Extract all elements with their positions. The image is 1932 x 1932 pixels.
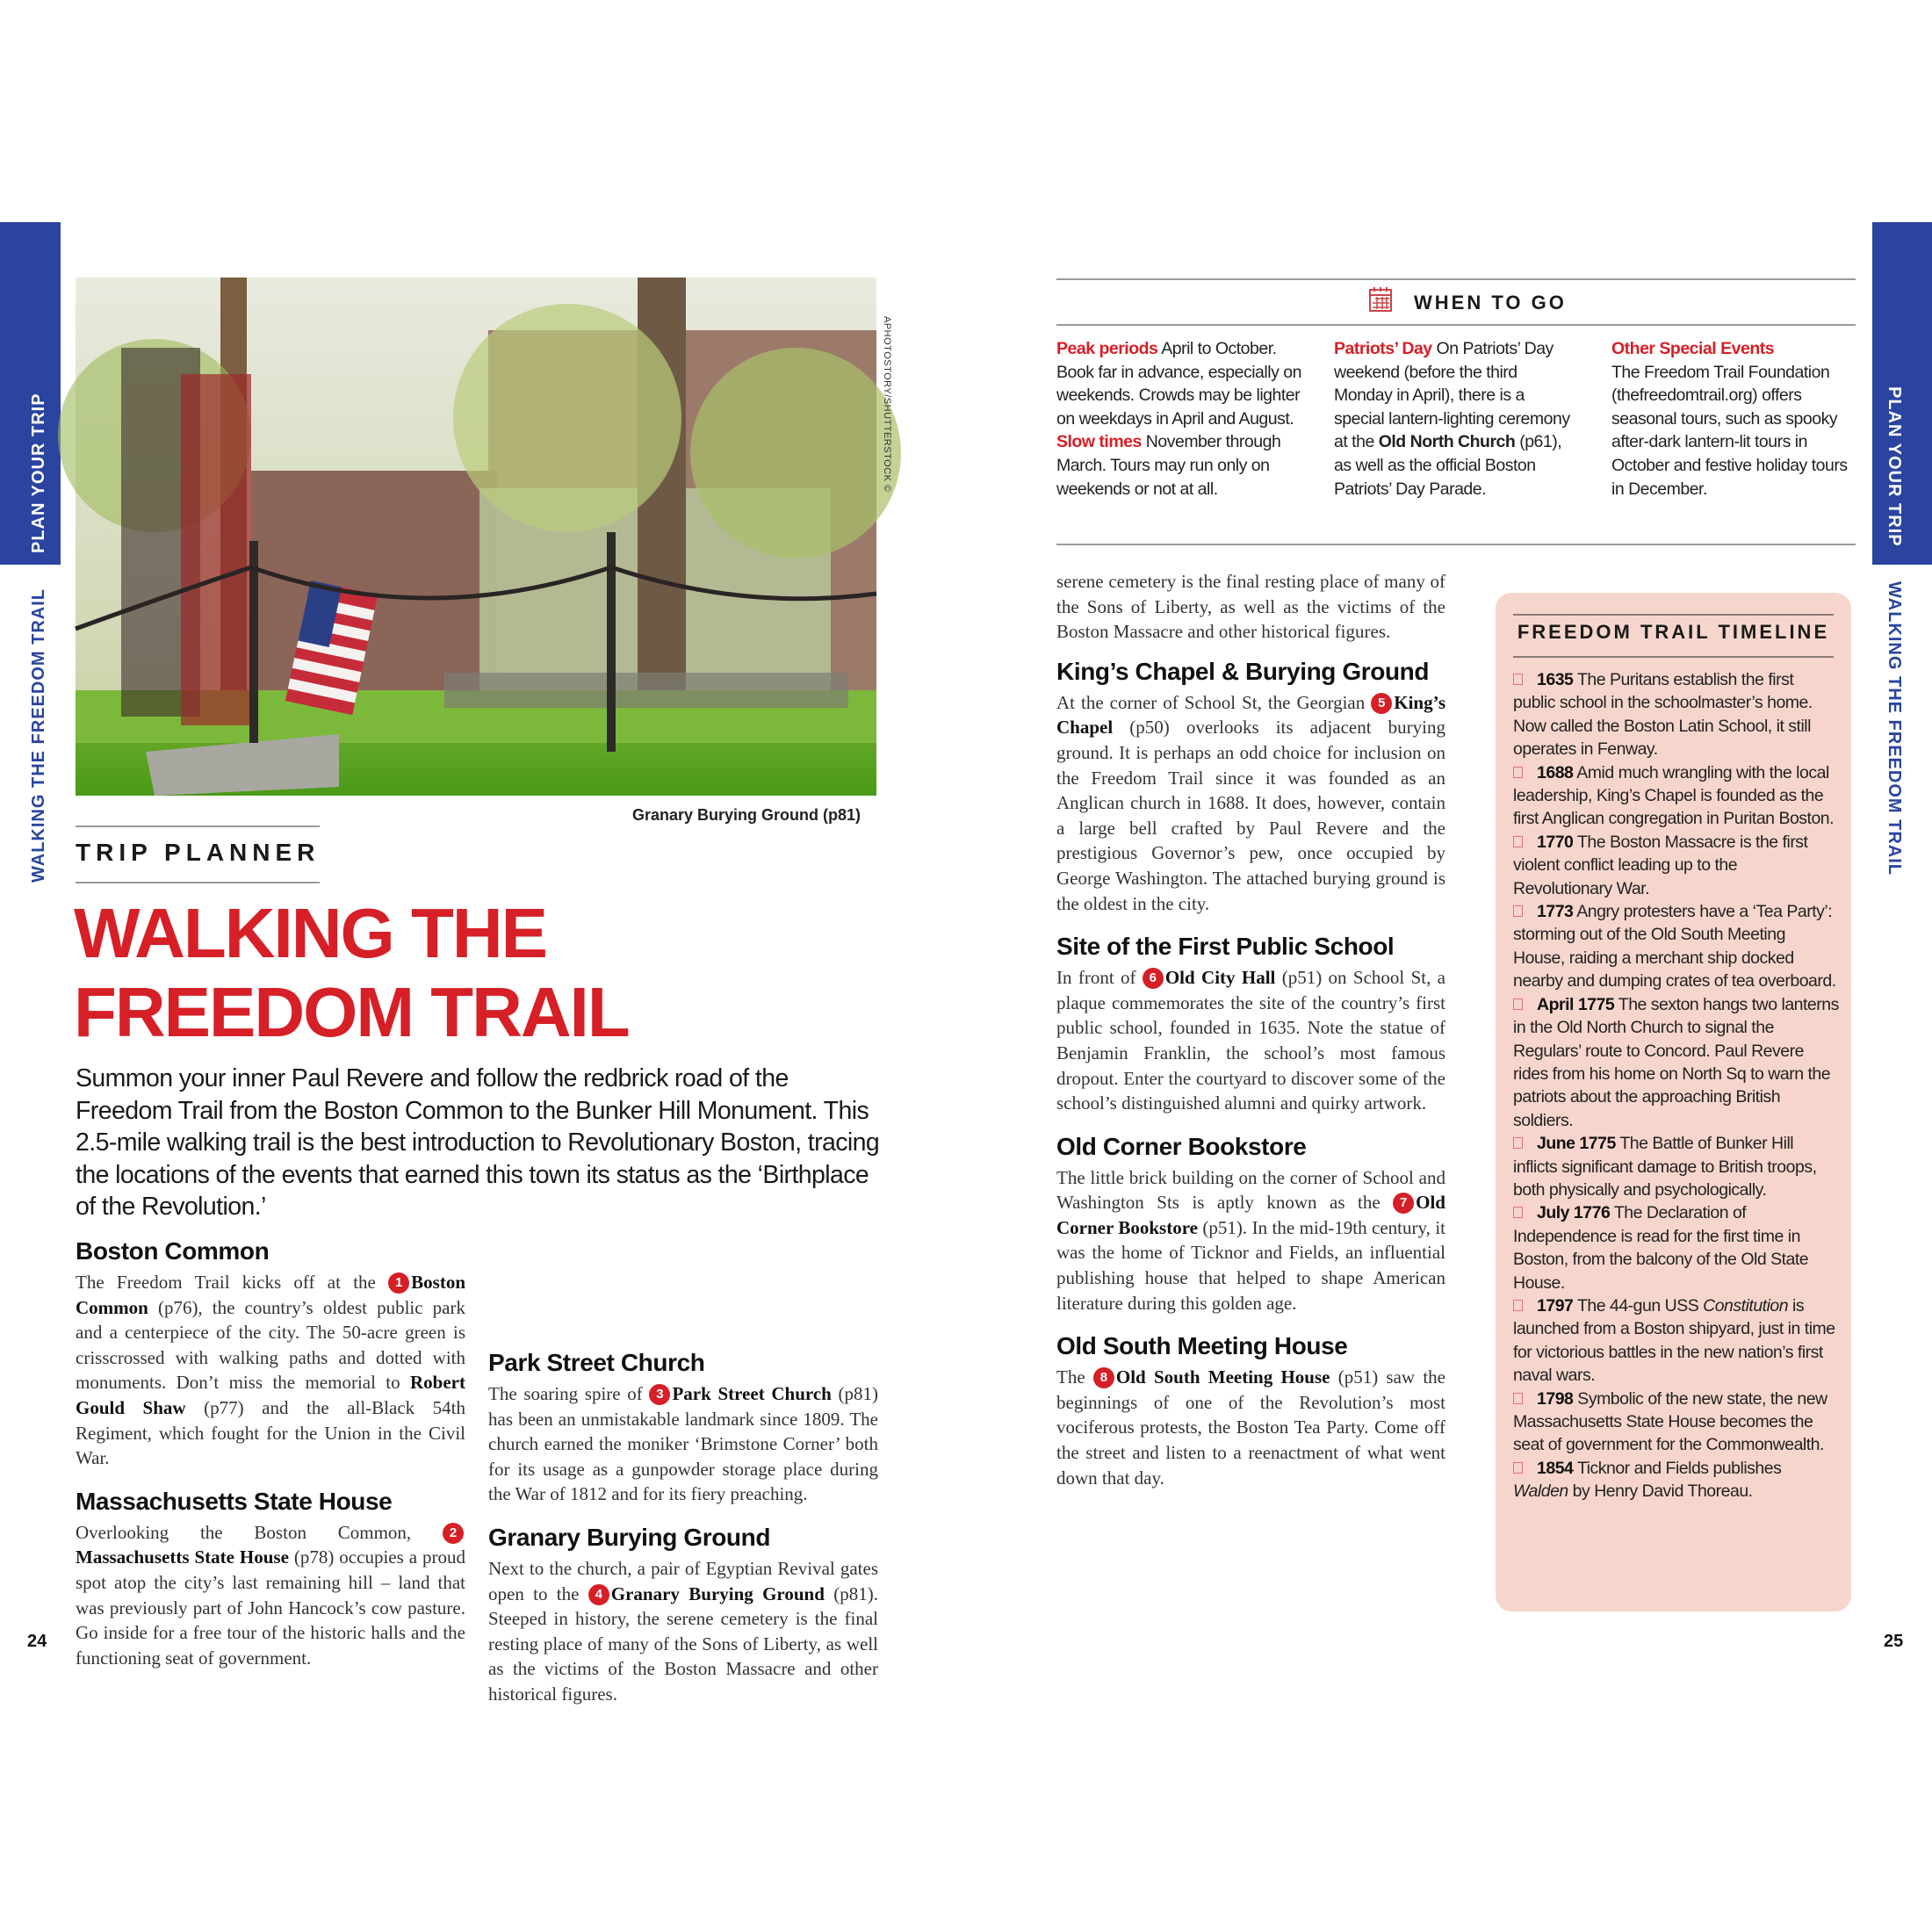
section-body: Overlooking the Boston Common, 2Massachusetts State House (p78) occupies a proud spot atop the city’s last remaining hill – land that was previously part of John Hancock’s cow pasture. Go inside for a free tour of the historic halls and the functioning seat of government.: [76, 1521, 465, 1669]
section-body: The 8 Old South Meeting House (p51) saw the beginnings of one of the Revolution’s most vociferous protests, the Boston Tea Party. Come off the street and listen to a reenactment of what went down that day.: [1056, 1366, 1445, 1489]
map-marker-3: 3: [649, 1384, 670, 1405]
chapter-tab-right-label: WALKING THE FREEDOM TRAIL: [1885, 581, 1904, 876]
timeline-item: June 1775 The Battle of Bunker Hill inflicts significant damage to British troops, both physically and psychologically.: [1513, 1134, 1817, 1200]
section-heading: Boston Common: [76, 1237, 270, 1265]
page-title: [74, 894, 629, 1052]
bullet-box-icon: [1513, 1393, 1523, 1404]
bullet-box-icon: [1513, 836, 1523, 847]
bullet-box-icon: [1513, 1137, 1523, 1149]
section-heading: Old South Meeting House: [1056, 1332, 1348, 1360]
bullet-box-icon: [1513, 767, 1523, 778]
hero-photo: [76, 278, 876, 796]
bullet-box-icon: [1513, 905, 1523, 917]
timeline-item: 1798 Symbolic of the new state, the new Massachusetts State House becomes the seat of government for the Commonwealth.: [1513, 1388, 1827, 1455]
bullet-box-icon: [1513, 998, 1523, 1010]
section-heading: King’s Chapel & Burying Ground: [1056, 657, 1430, 685]
poi-name: Old North Church: [1378, 432, 1516, 452]
poi-name: Boston Common: [76, 1272, 465, 1318]
peak-periods-label: Peak periods: [1056, 339, 1158, 358]
bullet-box-icon: [1513, 1207, 1523, 1218]
divider: [1056, 544, 1856, 545]
section-body: The soaring spire of 3 Park Street Church (p81) has been an unmistakable landmark since 1809. The church earned the moniker ‘Brimstone Corner’ both for its usage as a gunpowder storage place during the War of 1812 and for its fiery preaching.: [488, 1383, 878, 1505]
poi-name: Old South Meeting House: [1115, 1366, 1330, 1388]
patriots-day-label: Patriots’ Day: [1334, 339, 1432, 358]
poi-name: Old Corner Bookstore: [1056, 1192, 1445, 1238]
page-number-right: 25: [1884, 1632, 1904, 1651]
map-marker-7: 7: [1393, 1193, 1414, 1214]
other-events-label: Other Special Events: [1611, 339, 1775, 358]
divider: [1513, 656, 1834, 658]
section-body: At the corner of School St, the Georgian 5 King’s Chapel (p50) overlooks its adjacent burying ground. It is perhaps an odd choice for inclusion on the Freedom Trail since it was founded as an Anglican church in 1688. It does, however, contain a large bell crafted by Paul Revere and the prestigious Governor’s pew, once occupied by George Washington. The attached burying ground is the oldest in the city.: [1056, 691, 1445, 914]
section-heading: Old Corner Bookstore: [1056, 1132, 1307, 1160]
section-body-continued: serene cemetery is the final resting place of many of the Sons of Liberty, as well as the victims of the Boston Massacre and other historical figures.: [1056, 571, 1445, 643]
photo-credit: APHOTOSTORY/SHUTTERSTOCK ©: [882, 316, 892, 493]
map-marker-4: 4: [588, 1584, 609, 1605]
timeline-item: 1797 The 44-gun USS Constitution is launched from a Boston shipyard, just in time for victorious battles in the new nation’s first naval wars.: [1513, 1295, 1835, 1386]
poi-name: King’s Chapel: [1056, 691, 1445, 739]
map-marker-5: 5: [1371, 693, 1392, 714]
page-title-line-1: WALKING THE: [74, 894, 546, 972]
calendar-icon: [1368, 286, 1393, 313]
trip-planner-label: TRIP PLANNER: [76, 839, 321, 866]
intro-paragraph: Summon your inner Paul Revere and follow the redbrick road of the Freedom Trail from the Boston Common to the Bunker Hill Monument. This 2.5-mile walking trail is the best introduction to Revolutionary Boston, tracing the locations of the events that earned this town its status as the ‘Birthplace of the Revolution.’: [76, 1064, 880, 1221]
granary-burying-ground-photo: [76, 278, 876, 796]
section-heading: Park Street Church: [488, 1349, 705, 1376]
timeline-item: 1635 The Puritans establish the first public school in the schoolmaster’s home. Now called the Boston Latin School, it still operates in Fenway.: [1513, 670, 1813, 760]
section-tab-left-label: PLAN YOUR TRIP: [29, 393, 48, 553]
map-marker-6: 6: [1143, 968, 1164, 989]
chapter-tab-left-label: WALKING THE FREEDOM TRAIL: [29, 588, 48, 883]
timeline-item: 1688 Amid much wrangling with the local leadership, King’s Chapel is founded as the first Anglican congregation in Puritan Boston.: [1513, 762, 1835, 829]
timeline-item: 1770 The Boston Massacre is the first violent conflict leading up to the Revolutionary War.: [1513, 832, 1808, 898]
page-title-line-2: FREEDOM TRAIL: [74, 973, 629, 1051]
bullet-box-icon: [1513, 1300, 1523, 1311]
slow-times-label: Slow times: [1056, 432, 1142, 452]
timeline-title: FREEDOM TRAIL TIMELINE: [1517, 621, 1830, 643]
when-to-go-other-events: Other Special Events The Freedom Trail Foundation (thefreedomtrail.org) offers seasonal tours, such as spooky after-dark lantern-lit tours in October and festive holiday tours in December.: [1611, 339, 1848, 499]
map-marker-1: 1: [388, 1272, 409, 1294]
poi-name: Massachusetts State House: [76, 1546, 289, 1568]
poi-name: Granary Burying Ground: [610, 1582, 825, 1604]
timeline-item: 1773 Angry protesters have a ‘Tea Party’: storming out of the Old South Meeting House, raiding a merchant ship docked nearby and dumping crates of tea overboard.: [1513, 902, 1836, 991]
divider: [1056, 278, 1856, 280]
poi-name: Old City Hall: [1164, 967, 1276, 989]
section-heading: Site of the First Public School: [1056, 933, 1395, 961]
when-to-go-title: WHEN TO GO: [1414, 292, 1567, 314]
timeline-item: 1854 Ticknor and Fields publishes Walden by Henry David Thoreau.: [1513, 1458, 1782, 1502]
column-left-2: [488, 1349, 878, 1705]
map-marker-8: 8: [1093, 1367, 1114, 1388]
poi-name: Robert Gould Shaw: [76, 1372, 465, 1418]
section-body: The Freedom Trail kicks off at the 1 Boston Common (p76), the country’s oldest public park and a centerpiece of the city. The 50-acre green is crisscrossed with walking paths and dotted with monuments. Don’t miss the memorial to Robert Gould Shaw (p77) and the all-Black 54th Regiment, which fought for the Union in the Civil War.: [76, 1272, 465, 1469]
section-tab-right-label: PLAN YOUR TRIP: [1885, 386, 1904, 547]
timeline-list: [1513, 668, 1839, 1503]
bullet-box-icon: [1513, 1462, 1523, 1474]
section-heading: Massachusetts State House: [76, 1487, 393, 1515]
timeline-item: April 1775 The sexton hangs two lanterns in the Old North Church to signal the Regulars’ route to Concord. Paul Revere rides from his home on North Sq to warn the patriots about the approaching British soldiers.: [1513, 994, 1839, 1130]
when-to-go-peak: Peak periods April to October. Book far in advance, especially on weekends. Crowds may be lighter on weekdays in April and August. Slow times November through March. Tours may run only on weekends or not at all.: [1056, 339, 1301, 499]
section-body: The little brick building on the corner of School and Washington Sts is aptly known as the 7 Old Corner Bookstore (p51). In the mid-19th century, it was the home of Ticknor and Fields, an influential publishing house that helped to shape American literature during this golden age.: [1056, 1166, 1446, 1314]
map-marker-2: 2: [443, 1523, 464, 1544]
when-to-go-patriots-day: Patriots’ Day On Patriots’ Day weekend (before the third Monday in April), there is a special lantern-lighting ceremony at the Old North Church (p61), as well as the official Boston Patriots’ Day Parade.: [1334, 339, 1570, 499]
bullet-box-icon: [1513, 674, 1523, 685]
column-right-1: [1056, 569, 1445, 1503]
photo-caption: Granary Burying Ground (p81): [631, 806, 861, 824]
divider: [76, 882, 320, 883]
timeline-item: July 1776 The Declaration of Independence is read for the first time in Boston, from the balcony of the Old State House.: [1513, 1203, 1809, 1293]
section-body: In front of 6 Old City Hall (p51) on School St, a plaque commemorates the site of the country’s first public school, founded in 1635. Note the statue of Benjamin Franklin, the school’s most famous dropout. Enter the courtyard to discover some of the school’s distinguished alumni and quirky artwork.: [1056, 967, 1445, 1114]
poi-name: Park Street Church: [672, 1383, 832, 1404]
section-body: Next to the church, a pair of Egyptian Revival gates open to the 4 Granary Burying Ground (p81). Steeped in history, the serene cemetery is the final resting place of many of the Sons of Liberty, as well as the victims of the Boston Massacre and other historical figures.: [488, 1557, 878, 1705]
page-number-left: 24: [27, 1632, 47, 1651]
section-heading: Granary Burying Ground: [488, 1523, 771, 1551]
divider: [1513, 614, 1834, 616]
divider: [76, 825, 320, 827]
timeline-sidebar: [1496, 593, 1851, 1611]
column-left-1: [76, 1237, 465, 1669]
divider: [1056, 324, 1856, 326]
